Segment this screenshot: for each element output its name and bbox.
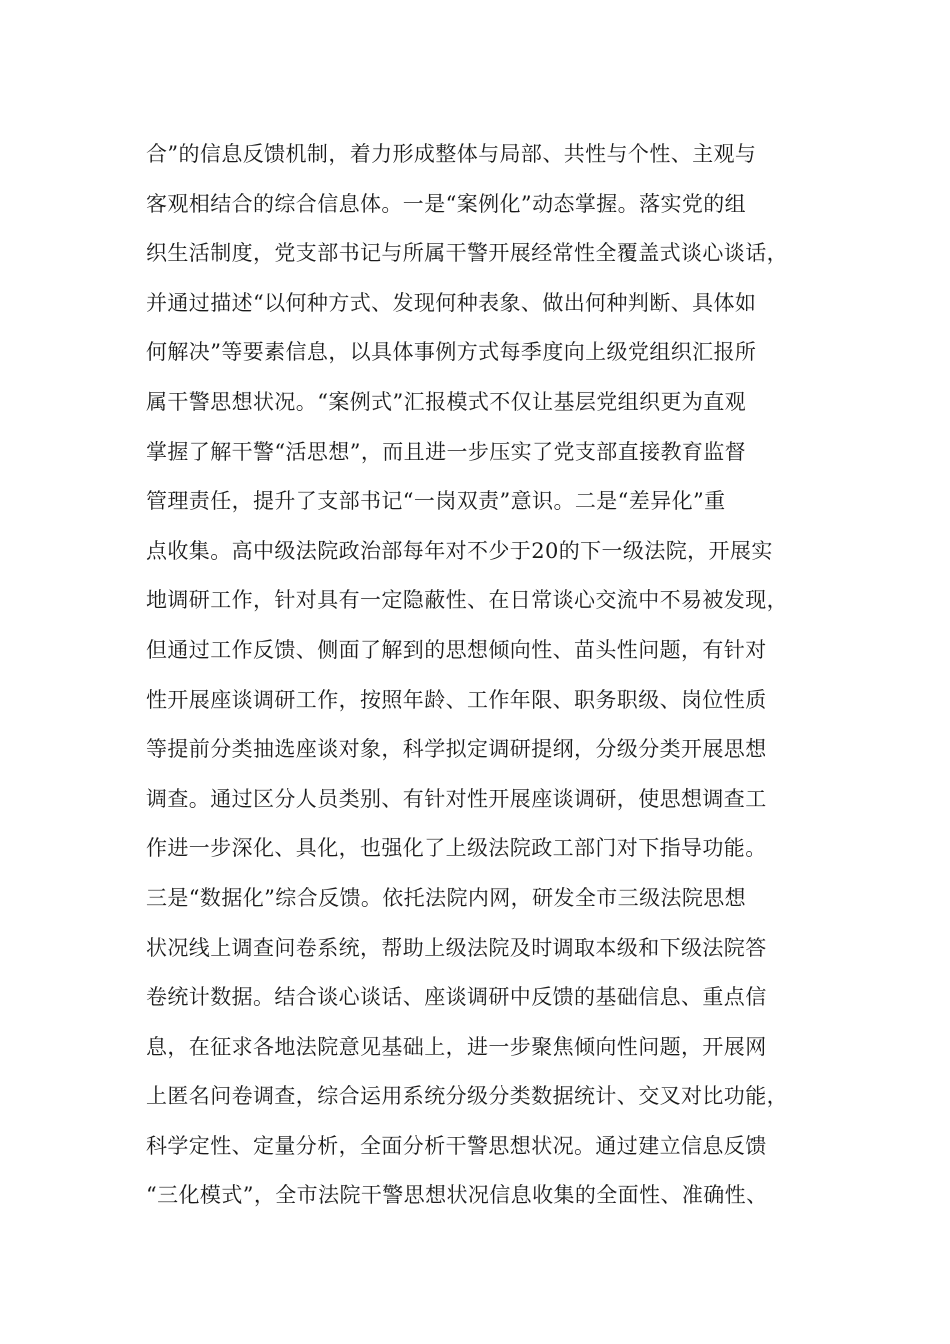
text-line: “三化模式”，全市法院干警思想状况信息收集的全面性、准确性、 <box>146 1183 768 1208</box>
text-line: 管理责任，提升了支部书记“一岗双责”意识。二是“差异化”重 <box>146 489 726 514</box>
text-line: 三是“数据化”综合反馈。依托法院内网，研发全市三级法院思想 <box>146 885 747 910</box>
text-line: 上匿名问卷调查，综合运用系统分级分类数据统计、交叉对比功能， <box>146 1084 788 1109</box>
text-line: 作进一步深化、具化，也强化了上级法院政工部门对下指导功能。 <box>146 836 767 861</box>
text-line: 何解决”等要素信息，以具体事例方式每季度向上级党组织汇报所 <box>146 340 757 365</box>
text-line: 息，在征求各地法院意见基础上，进一步聚焦倾向性问题，开展网 <box>146 1034 767 1059</box>
text-line: 等提前分类抽选座谈对象，科学拟定调研提纲，分级分类开展思想 <box>146 737 767 762</box>
text-line: 织生活制度，党支部书记与所属干警开展经常性全覆盖式谈心谈话， <box>146 241 788 266</box>
text-line: 但通过工作反馈、侧面了解到的思想倾向性、苗头性问题，有针对 <box>146 637 767 662</box>
text-line: 地调研工作，针对具有一定隐蔽性、在日常谈心交流中不易被发现， <box>146 588 788 613</box>
text-line: 性开展座谈调研工作，按照年龄、工作年限、职务职级、岗位性质 <box>146 687 767 712</box>
text-line: 合”的信息反馈机制，着力形成整体与局部、共性与个性、主观与 <box>146 142 757 166</box>
text-line: 状况线上调查问卷系统，帮助上级法院及时调取本级和下级法院答 <box>146 935 767 960</box>
text-line: 并通过描述“以何种方式、发现何种表象、做出何种判断、具体如 <box>146 290 757 315</box>
text-line: 客观相结合的综合信息体。一是“案例化”动态掌握。落实党的组 <box>146 191 747 216</box>
text-line: 调查。通过区分人员类别、有针对性开展座谈调研，使思想调查工 <box>146 786 767 811</box>
text-line: 卷统计数据。结合谈心谈话、座谈调研中反馈的基础信息、重点信 <box>146 985 767 1010</box>
text-line: 科学定性、定量分析，全面分析干警思想状况。通过建立信息反馈 <box>146 1133 767 1158</box>
text-line: 掌握了解干警“活思想”，而且进一步压实了党支部直接教育监督 <box>146 439 747 464</box>
body-paragraph <box>146 130 836 1221</box>
text-line: 点收集。高中级法院政治部每年对不少于20的下一级法院，开展实 <box>146 538 773 563</box>
text-line: 属干警思想状况。“案例式”汇报模式不仅让基层党组织更为直观 <box>146 389 747 414</box>
